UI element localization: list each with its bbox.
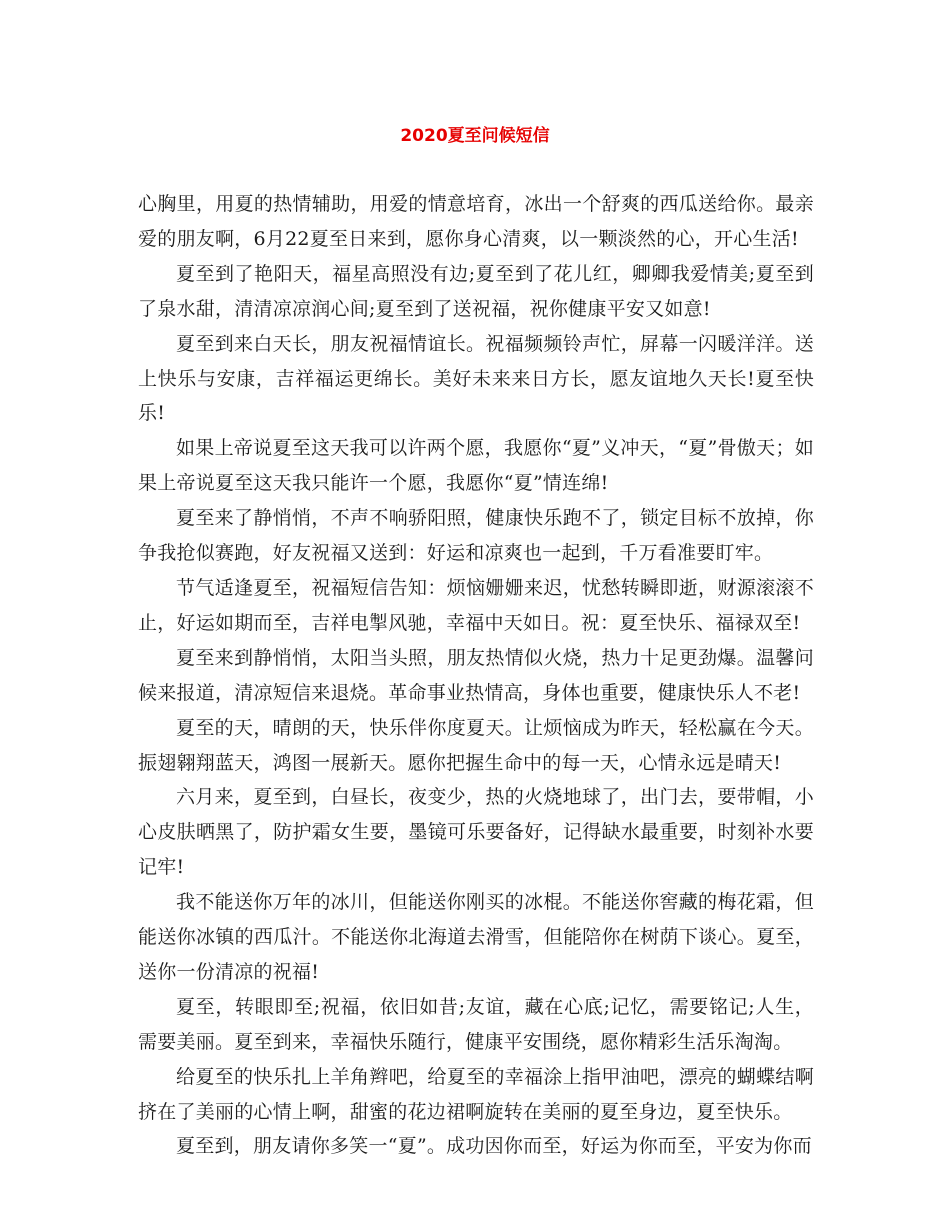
paragraph: 夏至到来白天长，朋友祝福情谊长。祝福频频铃声忙，屏幕一闪暖洋洋。送上快乐与安康，吉祥福运更绵长。美好未来来日方长，愿友谊地久天长!夏至快乐! <box>138 332 814 425</box>
paragraph: 夏至的天，晴朗的天，快乐伴你度夏天。让烦恼成为昨天，轻松赢在今天。振翅翱翔蓝天，鸿图一展新天。愿你把握生命中的每一天，心情永远是晴天! <box>138 716 814 774</box>
paragraph: 节气适逢夏至，祝福短信告知：烦恼姗姗来迟，忧愁转瞬即逝，财源滚滚不止，好运如期而至，吉祥电掣风驰，幸福中天如日。祝：夏至快乐、福禄双至! <box>138 576 814 634</box>
paragraph: 心胸里，用夏的热情辅助，用爱的情意培育，冰出一个舒爽的西瓜送给你。最亲爱的朋友啊，6月22夏至日来到，愿你身心清爽，以一颗淡然的心，开心生活! <box>138 193 814 250</box>
paragraph: 夏至到，朋友请你多笑一“夏”。成功因你而至，好运为你而至，平安为你而 <box>176 1135 812 1158</box>
paragraph: 夏至到了艳阳天，福星高照没有边;夏至到了花儿红，卿卿我爱情美;夏至到了泉水甜，清清凉凉润心间;夏至到了送祝福，祝你健康平安又如意! <box>138 262 814 320</box>
document-title: 2020夏至问候短信 <box>400 126 550 146</box>
paragraph: 夏至来了静悄悄，不声不响骄阳照，健康快乐跑不了，锁定目标不放掉，你争我抢似赛跑，好友祝福又送到：好运和凉爽也一起到，千万看准要盯牢。 <box>138 507 814 565</box>
paragraph: 夏至，转眼即至;祝福，依旧如昔;友谊，藏在心底;记忆，需要铭记;人生，需要美丽。夏至到来，幸福快乐随行，健康平安围绕，愿你精彩生活乐淘淘。 <box>138 995 814 1053</box>
paragraph: 我不能送你万年的冰川，但能送你刚买的冰棍。不能送你窖藏的梅花霜，但能送你冰镇的西瓜汁。不能送你北海道去滑雪，但能陪你在树荫下谈心。夏至，送你一份清凉的祝福! <box>138 891 814 983</box>
document-body <box>138 187 814 1164</box>
paragraph: 给夏至的快乐扎上羊角辫吧，给夏至的幸福涂上指甲油吧，漂亮的蝴蝶结啊挤在了美丽的心情上啊，甜蜜的花边裙啊旋转在美丽的夏至身边，夏至快乐。 <box>138 1065 814 1123</box>
paragraph: 六月来，夏至到，白昼长，夜变少，热的火烧地球了，出门去，要带帽，小心皮肤晒黑了，防护霜女生要，墨镜可乐要备好，记得缺水最重要，时刻补水要记牢! <box>138 786 814 879</box>
paragraph: 夏至来到静悄悄，太阳当头照，朋友热情似火烧，热力十足更劲爆。温馨问候来报道，清凉短信来退烧。革命事业热情高，身体也重要，健康快乐人不老! <box>138 646 814 704</box>
paragraph: 如果上帝说夏至这天我可以许两个愿，我愿你“夏”义冲天，“夏”骨傲天；如果上帝说夏至这天我只能许一个愿，我愿你“夏”情连绵! <box>138 437 814 495</box>
